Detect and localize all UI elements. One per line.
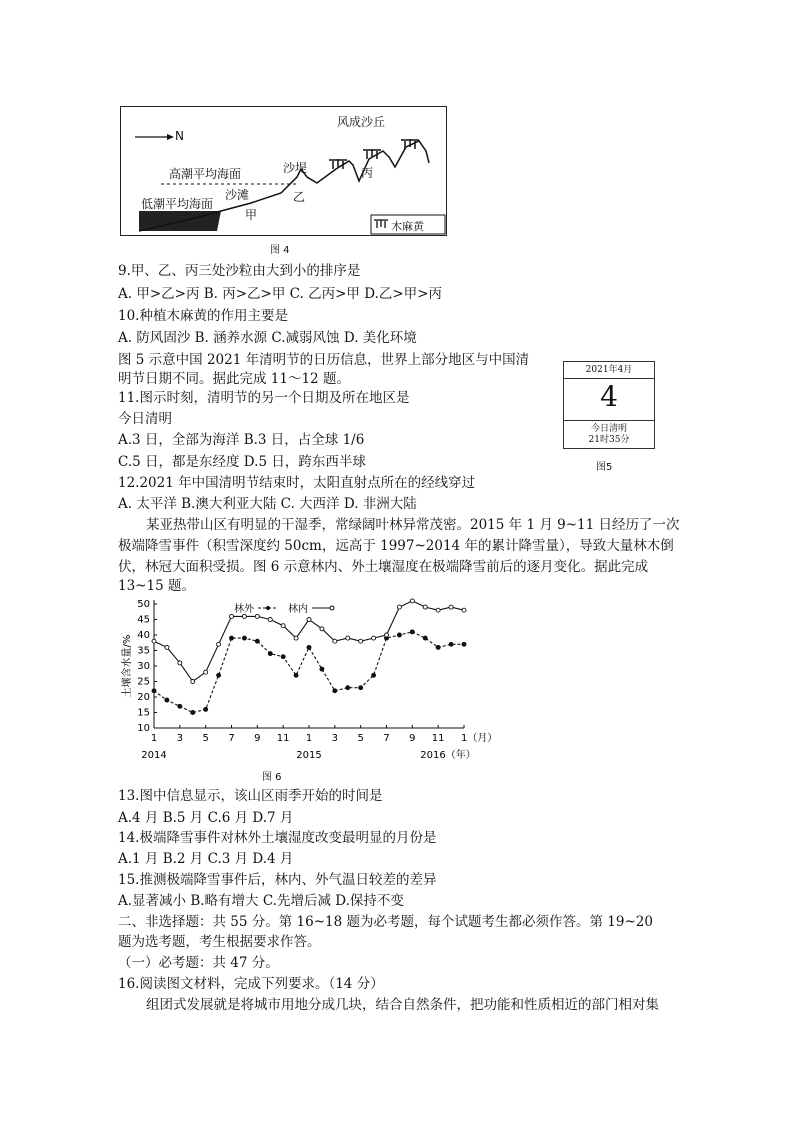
data-point-outside xyxy=(294,673,298,677)
calendar-month: 2021年4月 xyxy=(564,362,654,379)
x-tick-label: 5 xyxy=(357,733,364,744)
calendar-card xyxy=(563,361,655,449)
x-tick-label: 9 xyxy=(409,733,416,744)
data-point-inside xyxy=(410,599,414,603)
q11-stem: 11.图示时刻，清明节的另一个日期及所在地区是 xyxy=(118,390,410,406)
year-label: 2014 xyxy=(141,750,167,761)
data-point-inside xyxy=(152,639,156,643)
data-point-outside xyxy=(152,689,156,693)
q10-stem: 10.种植木麻黄的作用主要是 xyxy=(118,308,288,324)
figure-6-caption: 图 6 xyxy=(262,772,282,783)
y-axis-label: 土壤含水量/% xyxy=(122,634,133,698)
section2-line2: 题为选考题，考生根据要求作答。 xyxy=(118,934,321,950)
legend-label: 木麻黄 xyxy=(391,220,424,233)
q16-paragraph: 组团式发展就是将城市用地分成几块，结合自然条件，把功能和性质相近的部门相对集 xyxy=(146,997,659,1013)
data-point-outside xyxy=(436,645,440,649)
x-tick-label: 1 xyxy=(305,733,313,744)
north-label: N xyxy=(175,129,184,143)
x-tick-label: 3 xyxy=(331,733,339,744)
q11-options-1: A.3 日，全部为海洋 B.3 日，占全球 1/6 xyxy=(118,432,365,448)
intro6-line1: 某亚热带山区有明显的干湿季，常绿阔叶林异常茂密。2015 年 1 月 9~11 日经历了一次 xyxy=(146,517,680,533)
high-tide-label: 高潮平均海面 xyxy=(169,167,242,181)
y-tick-label: 20 xyxy=(137,692,150,703)
q11-options-2: C.5 日，都是东经度 D.5 日，跨东西半球 xyxy=(118,454,366,470)
data-point-inside xyxy=(397,605,401,609)
dune-label: 风成沙丘 xyxy=(337,115,386,129)
x-tick-label: 11 xyxy=(431,733,445,744)
q15-options: A.显著减小 B.略有增大 C.先增后减 D.保持不变 xyxy=(118,893,404,909)
legend-inside-marker xyxy=(330,606,334,610)
data-point-inside xyxy=(204,670,208,674)
year-label: 2016（年） xyxy=(420,750,476,761)
q10-options: A. 防风固沙 B. 涵养水源 C.减弱风蚀 D. 美化环境 xyxy=(118,330,417,346)
label-bing: 丙 xyxy=(361,166,374,180)
data-point-inside xyxy=(307,618,311,622)
data-point-inside xyxy=(294,636,298,640)
y-tick-label: 50 xyxy=(137,599,150,610)
legend-outside-marker xyxy=(266,606,270,610)
q13-stem: 13.图中信息显示，该山区雨季开始的时间是 xyxy=(118,788,383,804)
data-point-outside xyxy=(346,686,350,690)
label-jia: 甲 xyxy=(245,208,258,222)
x-tick-label: 3 xyxy=(176,733,184,744)
data-point-inside xyxy=(346,636,350,640)
data-point-outside xyxy=(397,633,401,637)
label-yi: 乙 xyxy=(293,190,306,204)
calendar-note2: 21时35分 xyxy=(588,435,630,445)
y-tick-label: 25 xyxy=(137,676,150,688)
data-point-inside xyxy=(242,614,246,618)
data-point-outside xyxy=(281,655,285,659)
series-line-inside xyxy=(154,601,464,682)
data-point-outside xyxy=(307,645,311,649)
figure-4-caption: 图 4 xyxy=(270,245,290,256)
calendar-day: 4 xyxy=(600,380,618,413)
data-point-inside xyxy=(268,618,272,622)
data-point-inside xyxy=(255,614,259,618)
figure-4 xyxy=(120,106,447,236)
legend-outside-label: 林外 xyxy=(234,604,254,615)
q16-stem: 16.阅读图文材料，完成下列要求。（14 分） xyxy=(118,976,384,992)
data-point-outside xyxy=(333,689,337,693)
data-point-inside xyxy=(359,639,363,643)
intro6-line4: 13~15 题。 xyxy=(118,578,195,594)
calendar-note1: 今日清明 xyxy=(590,424,627,434)
intro5-line2: 明节日期不同。据此完成 11～12 题。 xyxy=(118,371,350,387)
q14-stem: 14.极端降雪事件对林外土壤湿度改变最明显的月份是 xyxy=(118,830,437,846)
data-point-outside xyxy=(462,642,466,646)
low-tide-label: 低潮平均海面 xyxy=(141,197,214,211)
data-point-outside xyxy=(230,636,234,640)
x-tick-label: 1（月） xyxy=(461,733,498,744)
q14-options: A.1 月 B.2 月 C.3 月 D.4 月 xyxy=(118,851,294,867)
data-point-outside xyxy=(268,652,272,656)
data-point-outside xyxy=(204,707,208,711)
year-label: 2015 xyxy=(296,750,322,761)
y-tick-label: 30 xyxy=(137,661,150,672)
series-line-outside xyxy=(154,632,464,713)
data-point-outside xyxy=(320,667,324,671)
x-tick-label: 9 xyxy=(254,733,261,744)
q12-stem: 12.2021 年中国清明节结束时，太阳直射点所在的经线穿过 xyxy=(118,475,476,491)
intro6-line3: 伏，林冠大面积受损。图 6 示意林内、外土壤湿度在极端降雪前后的逐月变化。据此完成 xyxy=(118,559,649,575)
y-tick-label: 45 xyxy=(137,614,150,626)
section2-line3: （一）必考题：共 47 分。 xyxy=(118,955,279,971)
q11-sub: 今日清明 xyxy=(118,411,172,427)
data-point-outside xyxy=(359,686,363,690)
figure-5-caption: 图5 xyxy=(596,462,613,473)
x-tick-label: 7 xyxy=(383,733,390,744)
x-tick-label: 5 xyxy=(202,733,209,744)
data-point-inside xyxy=(462,608,466,612)
data-point-outside xyxy=(255,639,259,643)
data-point-inside xyxy=(178,661,182,665)
data-point-inside xyxy=(436,608,440,612)
intro5-line1: 图 5 示意中国 2021 年清明节的日历信息，世界上部分地区与中国清 xyxy=(118,352,530,368)
q13-options: A.4 月 B.5 月 C.6 月 D.7 月 xyxy=(118,810,294,826)
data-point-inside xyxy=(230,614,234,618)
data-point-inside xyxy=(372,636,376,640)
data-point-inside xyxy=(217,642,221,646)
data-point-outside xyxy=(165,698,169,702)
data-point-outside xyxy=(449,642,453,646)
x-tick-label: 7 xyxy=(228,733,235,744)
legend-inside-label: 林内 xyxy=(288,604,308,615)
data-point-inside xyxy=(191,680,195,684)
data-point-inside xyxy=(320,627,324,631)
data-point-outside xyxy=(178,704,182,708)
q9-stem: 9.甲、乙、丙三处沙粒由大到小的排序是 xyxy=(118,263,361,279)
tree-icon xyxy=(329,139,419,169)
data-point-outside xyxy=(372,673,376,677)
beach-label: 沙滩 xyxy=(225,188,250,202)
data-point-inside xyxy=(281,624,285,628)
data-point-outside xyxy=(410,630,414,634)
q12-options: A. 太平洋 B.澳大利亚大陆 C. 大西洋 D. 非洲大陆 xyxy=(118,496,417,512)
y-tick-label: 15 xyxy=(137,707,150,719)
intro6-line2: 极端降雪事件（积雪深度约 50cm，远高于 1997~2014 年的累计降雪量），导致大量林木倒 xyxy=(118,538,674,554)
data-point-outside xyxy=(242,636,246,640)
q9-options: A. 甲>乙>丙 B. 丙>乙>甲 C. 乙丙>甲 D.乙>甲>丙 xyxy=(118,286,442,302)
data-point-inside xyxy=(165,645,169,649)
y-tick-label: 35 xyxy=(137,645,150,657)
soil-moisture-chart xyxy=(118,596,498,766)
section2-line1: 二、非选择题：共 55 分。第 16~18 题为必考题，每个试题考生都必须作答。第 19~20 xyxy=(118,914,653,930)
data-point-outside xyxy=(191,711,195,715)
data-point-inside xyxy=(333,639,337,643)
data-point-inside xyxy=(423,605,427,609)
data-point-outside xyxy=(217,673,221,677)
dike-label: 沙堤 xyxy=(283,161,308,175)
q15-stem: 15.推测极端降雪事件后，林内、外气温日较差的差异 xyxy=(118,872,437,888)
x-tick-label: 1 xyxy=(150,733,158,744)
calendar-note xyxy=(564,420,654,446)
y-tick-label: 10 xyxy=(137,723,150,734)
data-point-inside xyxy=(449,605,453,609)
x-tick-label: 11 xyxy=(276,733,290,744)
data-point-inside xyxy=(385,633,389,637)
y-tick-label: 40 xyxy=(137,630,150,641)
data-point-outside xyxy=(423,636,427,640)
